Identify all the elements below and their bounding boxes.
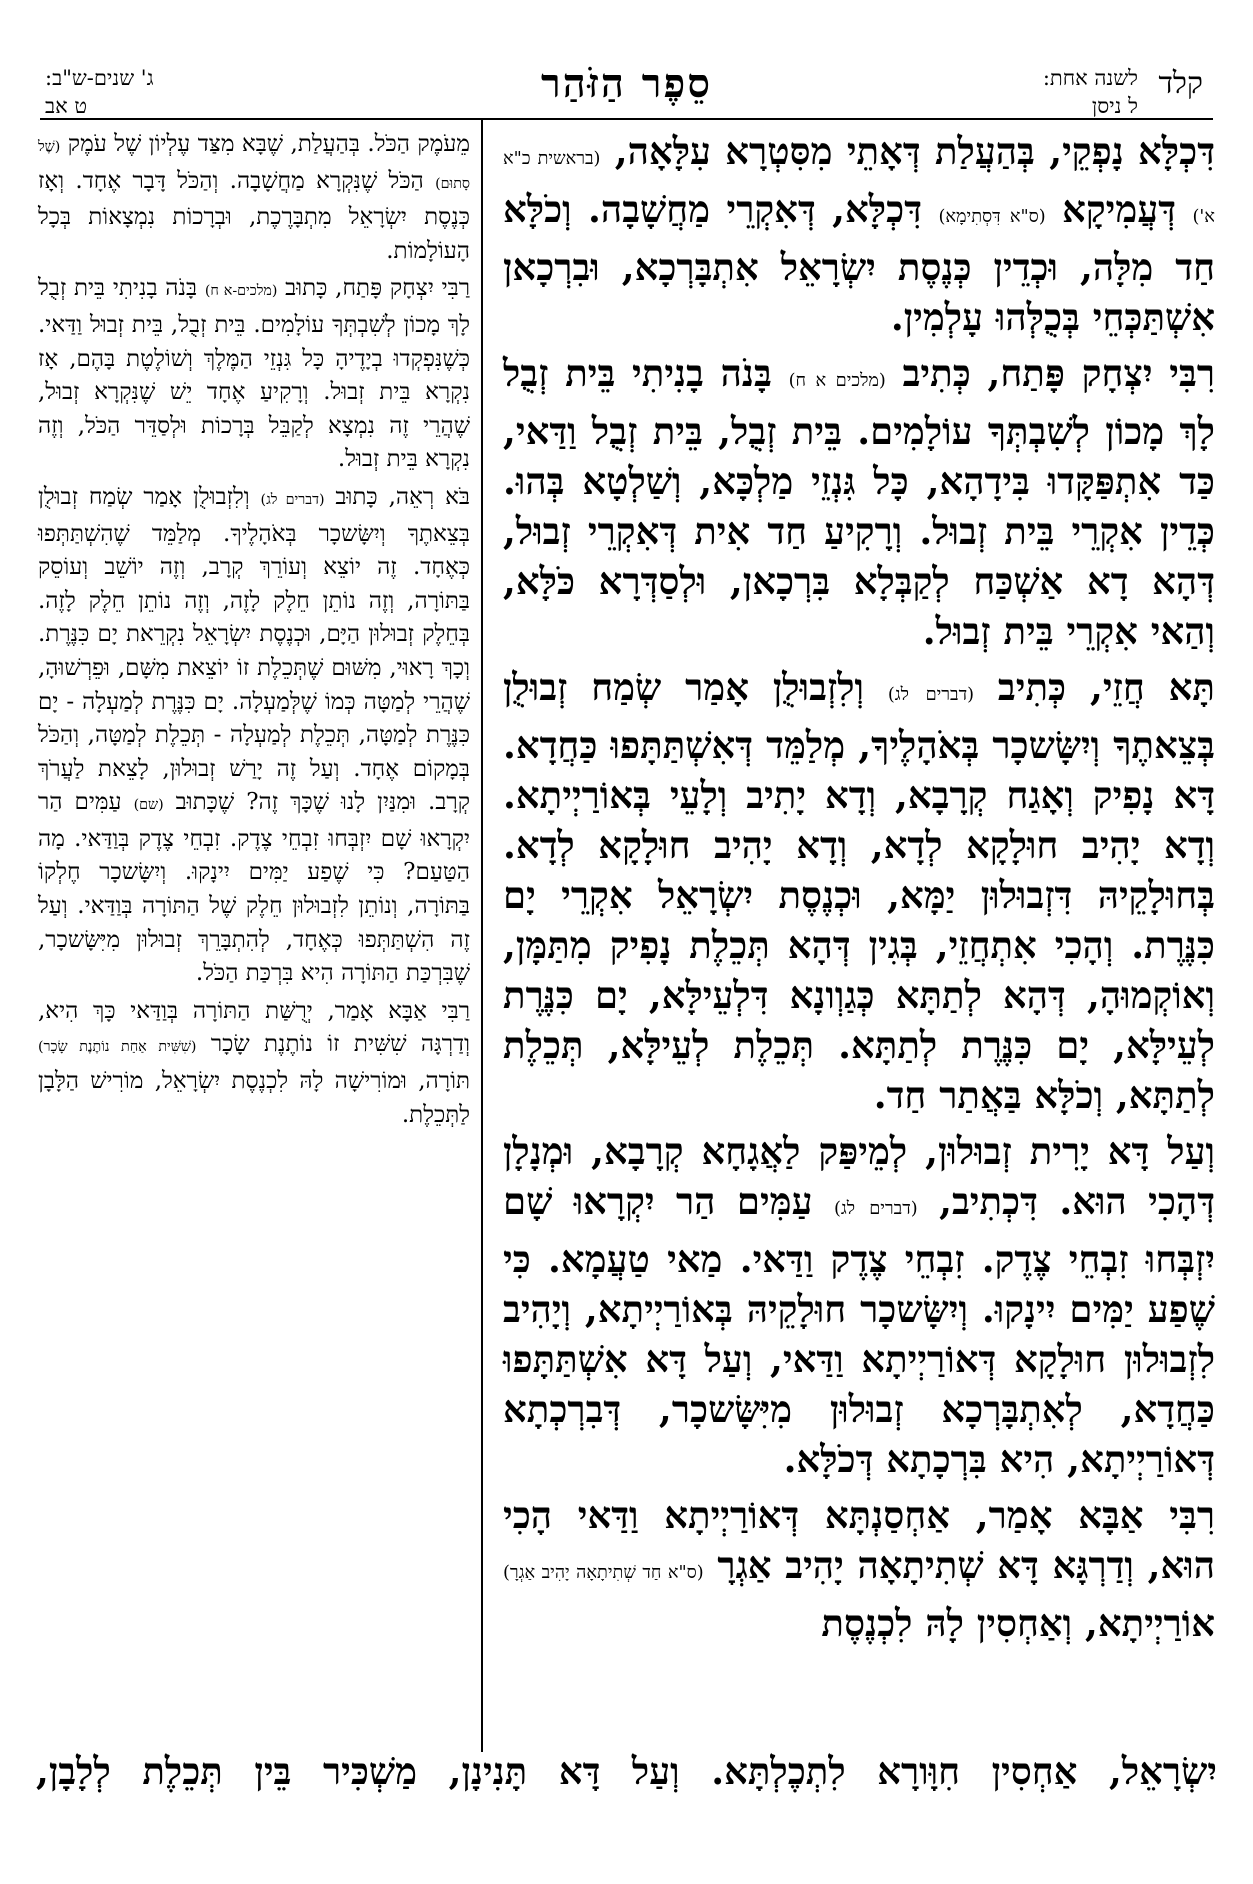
schedule-date: ל ניסן bbox=[1091, 94, 1138, 118]
variant-reference: (שֶׁל סָתוּם) bbox=[38, 139, 471, 192]
source-reference: (דברים לג) bbox=[833, 1199, 918, 1219]
main-paragraph: תָּא חֲזֵי, כְּתִיב (דברים לג) וְלִזְבוּלֻן אָמַר שְׂמַח זְבוּלֻן בְּצֵאתֶךָ וְיִשָּׂשכָר בְּאֹהָלֶיךָ, מְלַמֵּד דְּאִשְׁתַּתָּפוּ כַּחֲדָא. דָּא נָפִיק וְאָגַח קְרָבָא, וְדָא יָתִיב וְלָעֵי בְּאוֹרַיְיתָא. וְדָא יָהִיב חוּלָקָא לְדָא, וְדָא יָהִיב חוּלָקָא לְדָא. בְּחוּלָקֵיהּ דִּזְבוּלוּן יַמָּא, וּכְנֶסֶת יִשְׂרָאֵל אִקְרֵי יָם כִּנֶּרֶת. וְהָכִי אִתְחֲזֵי, בְּגִין דְּהָא תְּכֵלֶת נָפִיק מִתַּמָּן, וְאוֹקְמוּהָ, דְּהָא לְתַתָּא כְּגַוְונָא דִּלְעֵילָּא, יָם כִּנֶּרֶת לְעֵילָּא, יָם כִּנֶּרֶת לְתַתָּא. תְּכֵלֶת לְעֵילָּא, תְּכֵלֶת לְתַתָּא, וְכֹלָּא בַּאֲתַר חַד. bbox=[503, 665, 1215, 1117]
source-reference: (שם) bbox=[133, 797, 164, 814]
bottom-full-width-line: יִשְׂרָאֵל, אַחְסִין חִוָּורָא לִתְכֶלְתָּא. וְעַל דָּא תָּנִינָן, מַשְׁכִּיר בֵּין תְּכֵלֶת לְלָבָן, bbox=[36, 1749, 1217, 1793]
header-rule bbox=[40, 118, 1213, 120]
main-paragraph: דִּכְלָּא נָפְקֵי, בְּהַעֲלַת דְּאָתֵי מִסִּטְרָא עִלָּאָה, (בראשית כ"א א') דְּעֲמִיקָא (ס"א דִּסְתִימָא) דִּכְלָּא, דְּאִקְרֵי מַחֲשָׁבָה. וְכֹלָּא חַד מִלָּה, וּכְדֵין כְּנֶסֶת יִשְׂרָאֵל אִתְבָּרְכָא, וּבִרְכָאן אִשְׁתַּכְּחֵי בְּכֻלְּהוּ עָלְמִין. bbox=[503, 129, 1215, 339]
main-text-column bbox=[503, 126, 1215, 1654]
book-title: סֵפֶר הַזֹּהַר bbox=[541, 60, 712, 107]
commentary-paragraph: מֵעֹמֶק הַכֹּל. בְּהַעֲלַת, שֶׁבָּא מִצַּד עֶלְיוֹן שֶׁל עֹמֶק (שֶׁל סָתוּם) הַכֹּל שֶׁנִּקְרָא מַחֲשָׁבָה. וְהַכֹּל דָּבָר אֶחָד. וְאָז כְּנֶסֶת יִשְׂרָאֵל מִתְבָּרֶכֶת, וּבְרָכוֹת נִמְצָאוֹת בְּכָל הָעוֹלָמוֹת. bbox=[38, 131, 471, 264]
main-paragraph: וְעַל דָּא יָרִית זְבוּלוּן, לְמֵיפַּק לַאֲגָחָא קְרָבָא, וּמְנָלָן דְּהָכִי הוּא. דִּכְתִיב, (דברים לג) עַמִּים הַר יִקְרָאוּ שָׁם יִזְבְּחוּ זִבְחֵי צֶדֶק. זִבְחֵי צֶדֶק וַדַּאי. מַאי טַעֲמָא. כִּי שֶׁפַע יַמִּים יִינָקוּ. וְיִשָּׂשכָר חוּלָקֵיהּ בְּאוֹרַיְיתָא, וְיָהִיב לִזְבוּלוּן חוּלָקָא דְּאוֹרַיְיתָא וַדַּאי, וְעַל דָּא אִשְׁתַּתָּפוּ כַּחֲדָא, לְאִתְבָּרְכָא זְבוּלוּן מִיִּשָּׂשכָר, דְּבִרְכְתָא דְּאוֹרַיְיתָא, הִיא בִּרְכָתָא דְּכֹלָּא. bbox=[503, 1129, 1215, 1481]
commentary-column bbox=[38, 128, 470, 1136]
source-reference: (דברים לג) bbox=[887, 685, 975, 705]
main-paragraph: רִבִּי יִצְחָק פָּתַח, כְּתִיב (מלכים א ח) בָּנֹה בָנִיתִי בֵּית זְבֻל לָךְ מָכוֹן לְשִׁבְתְּךָ עוֹלָמִים. בֵּית זְבֻל, בֵּית זְבֻל וַדַּאי, כַּד אִתְפַּקָּדוּ בִּידָהָא, כָּל גִּנְזֵי מַלְכָּא, וְשַׁלְטָא בְּהוּ. כְּדֵין אִקְרֵי בֵּית זְבוּל. וְרָקִיעַ חַד אִית דְּאִקְרֵי זְבוּל, דְּהָא דָא אַשְׁכַּח לְקַבְּלָא בִּרְכָאן, וּלְסַדְּרָא כֹּלָּא, וְהַאי אִקְרֵי בֵּית זְבוּל. bbox=[503, 351, 1215, 653]
schedule-date: ט אב bbox=[45, 94, 88, 118]
source-reference: (מלכים-א ח) bbox=[204, 283, 278, 300]
column-divider bbox=[481, 120, 483, 1752]
variant-reference: (ס"א חַד שְׁתִיתָאָה יָהִיב אַגְרָ) bbox=[503, 1563, 704, 1583]
source-reference: (דברים לג) bbox=[260, 491, 325, 508]
commentary-paragraph: רַבִּי אַבָּא אָמַר, יְרֻשַּׁת הַתּוֹרָה בְּוַדַּאי כָּךְ הִיא, וְדַרְגָּה שִׁשִּׁית זוֹ נוֹתֶנֶת שָׂכָר (שִׁשִּׁית אַחַת נוֹתֶנֶת שָׂכָר) תּוֹרָה, וּמוֹרִישָׁה לָהּ לִכְנֶסֶת יִשְׂרָאֵל, מוֹרִישׁ הַלָּבָן לַתְּכֵלֶת. bbox=[38, 997, 470, 1128]
commentary-paragraph: רַבִּי יִצְחָק פָּתַח, כָּתוּב (מלכים-א ח) בָּנֹה בָנִיתִי בֵּית זְבֻל לָךְ מָכוֹן לְשִׁבְתְּךָ עוֹלָמִים. בֵּית זְבֻל, בֵּית זְבוּל וַדַּאי. כְּשֶׁנִּפְקְדוּ בְיָדֶיהָ כָּל גִּנְזֵי הַמֶּלֶךְ וְשׁוֹלֶטֶת בָּהֶם, אָז נִקְרָא בֵּית זְבוּל. וְרָקִיעַ אֶחָד יֵשׁ שֶׁנִּקְרָא זְבוּל, שֶׁהֲרֵי זֶה נִמְצָא לְקַבֵּל בְּרָכוֹת וּלְסַדֵּר הַכֹּל, וְזֶה נִקְרָא בֵּית זְבוּל. bbox=[38, 275, 471, 473]
source-reference: (בראשית כ"א א') bbox=[503, 149, 1215, 227]
page-header bbox=[0, 60, 1253, 120]
variant-reference: (שִׁשִּׁית אַחַת נוֹתֶנֶת שָׂכָר) bbox=[38, 1039, 197, 1056]
schedule-label: ג' שנים-ש"ב: bbox=[45, 66, 154, 90]
variant-reference: (ס"א דִּסְתִימָא) bbox=[938, 207, 1046, 227]
study-schedule-three-year bbox=[45, 64, 275, 120]
source-reference: (מלכים א ח) bbox=[788, 371, 886, 391]
page-number: קלד bbox=[1158, 66, 1203, 101]
schedule-label: לשנה אחת: bbox=[1042, 66, 1138, 90]
commentary-paragraph: בֹּא רְאֵה, כָּתוּב (דברים לג) וְלִזְבוּלֻן אָמַר שְׂמַח זְבוּלֻן בְּצֵאתֶךָ וְיִשָּׂשכָר בְּאֹהָלֶיךָ. מְלַמֵּד שֶׁהִשְׁתַּתְּפוּ כְּאֶחָד. זֶה יוֹצֵא וְעוֹרֵךְ קְרָב, וְזֶה יוֹשֵׁב וְעוֹסֵק בַּתּוֹרָה, וְזֶה נוֹתֵן חֵלֶק לָזֶה, וְזֶה נוֹתֵן חֵלֶק לָזֶה. בְּחֵלֶק זְבוּלוּן הַיָּם, וּכְנֶסֶת יִשְׂרָאֵל נִקְרֵאת יָם כִּנֶּרֶת. וְכָךְ רָאוּי, מִשּׁוּם שֶׁתְּכֵלֶת זוֹ יוֹצֵאת מִשָּׁם, וּפֵרְשׁוּהָ, שֶׁהֲרֵי לְמַטָּה כְּמוֹ שֶׁלְּמַעְלָה. יָם כִּנֶּרֶת לְמַעְלָה - יָם כִּנֶּרֶת לְמַטָּה, תְּכֵלֶת לְמַעְלָה - תְּכֵלֶת לְמַטָּה, וְהַכֹּל בְּמָקוֹם אֶחָד. וְעַל זֶה יָרַשׁ זְבוּלוּן, לָצֵאת לַעֲרֹךְ קְרָב. וּמִנַּיִן לָנוּ שֶׁכָּךְ זֶה? שֶׁכָּתוּב (שם) עַמִּים הַר יִקְרָאוּ שָׁם יִזְבְּחוּ זִבְחֵי צֶדֶק. זִבְחֵי צֶדֶק בְּוַדַּאי. מָה הַטַּעַם? כִּי שֶׁפַע יַמִּים יִינָקוּ. וְיִשָּׂשכָר חֶלְקוֹ בַּתּוֹרָה, וְנוֹתֵן לִזְבוּלוּן חֵלֶק שֶׁל הַתּוֹרָה בְּוַדַּאי. וְעַל זֶה הִשְׁתַּתְּפוּ כְּאֶחָד, לְהִתְבָּרֵךְ זְבוּלוּן מִיִּשָּׂשכָר, שֶׁבִּרְכַּת הַתּוֹרָה הִיא בִּרְכַּת הַכֹּל. bbox=[38, 483, 470, 987]
main-paragraph: רִבִּי אַבָּא אָמַר, אַחְסַנְתָּא דְּאוֹרַיְיתָא וַדַּאי הָכִי הוּא, וְדַרְגָּא דָּא שְׁתִיתָאָה יָהִיב אַגְרָ (ס"א חַד שְׁתִיתָאָה יָהִיב אַגְרָ) אוֹרַיְיתָא, וְאַחְסִין לָהּ לִכְנֶסֶת bbox=[503, 1493, 1215, 1645]
